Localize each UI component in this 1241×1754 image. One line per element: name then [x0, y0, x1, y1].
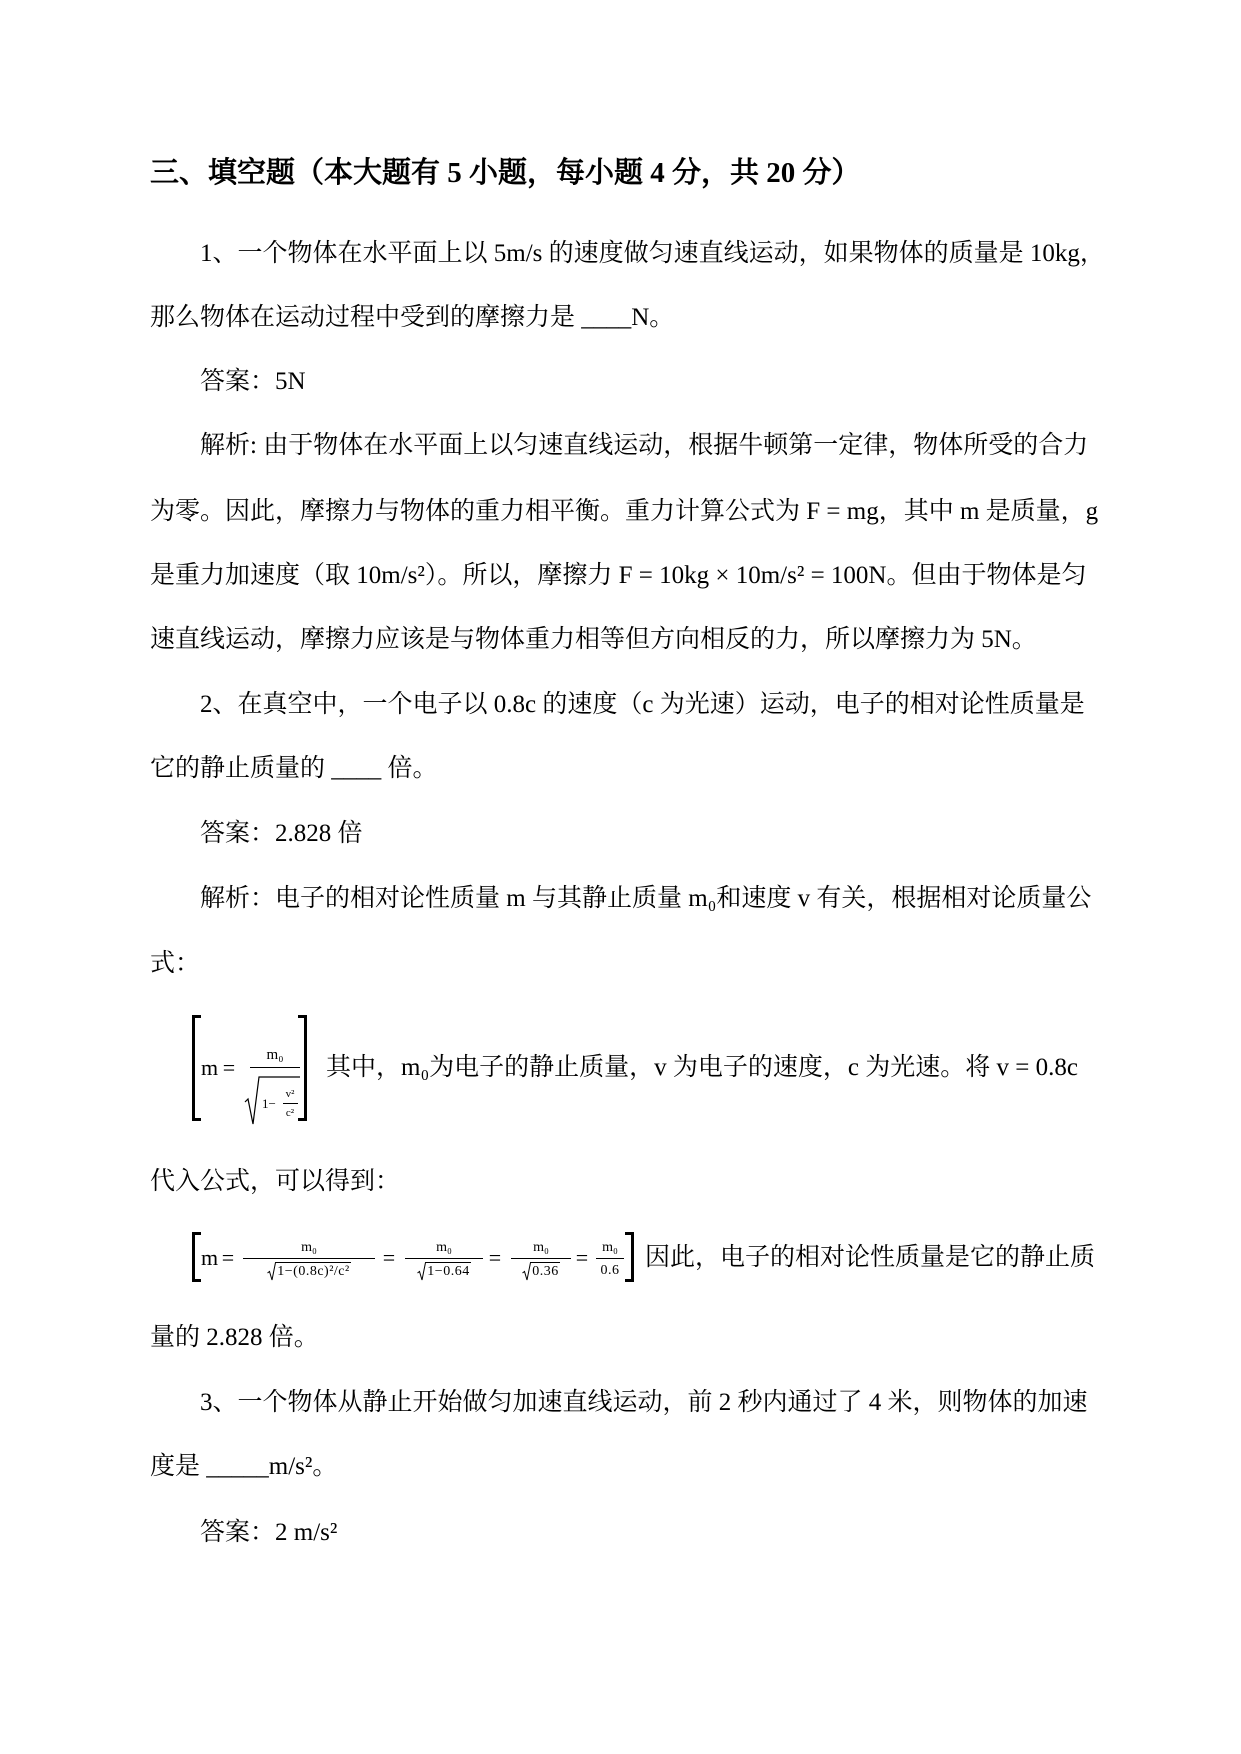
radicand: 1−0.64	[427, 1264, 470, 1279]
question-2-conclusion: 量的 2.828 倍。	[150, 1324, 319, 1351]
section-title: 三、填空题（本大题有 5 小题，每小题 4 分，共 20 分）	[150, 157, 861, 189]
formula-lhs: m	[201, 1245, 219, 1270]
square-root-sign	[267, 1262, 276, 1281]
fraction-term	[243, 1238, 375, 1282]
inner-denominator: c²	[285, 1107, 295, 1119]
fraction-denominator	[511, 1259, 571, 1282]
question-1-analysis-line-1: 解析: 由于物体在水平面上以匀速直线运动，根据牛顿第一定律，物体所受的合力	[200, 432, 1089, 459]
formula-equals: =	[222, 1055, 236, 1080]
fraction-numerator: m₀	[436, 1240, 452, 1255]
radicand-lead: 1−	[262, 1096, 276, 1111]
substitution-intro: 代入公式，可以得到：	[150, 1168, 401, 1195]
fraction-numerator: m₀	[602, 1240, 618, 1255]
fraction-bar	[250, 1067, 300, 1068]
inner-fraction-bar	[283, 1103, 298, 1104]
square-root-sign	[417, 1262, 426, 1281]
question-3-line-2: 度是 _____m/s²。	[150, 1453, 338, 1480]
fraction-denominator	[405, 1259, 483, 1282]
question-2-line-2: 它的静止质量的 ____ 倍。	[150, 755, 438, 782]
formula-equals: =	[488, 1245, 502, 1270]
question-1-line-1: 1、一个物体在水平面上以 5m/s 的速度做匀速直线运动，如果物体的质量是 10kg，	[200, 240, 1105, 267]
formula-lhs: m	[201, 1055, 219, 1080]
formula-equals: =	[382, 1245, 396, 1270]
formula-numerator: m₀	[266, 1047, 284, 1063]
formula-equals: =	[221, 1245, 235, 1270]
fraction-term	[511, 1238, 571, 1282]
fraction-term	[405, 1238, 483, 1282]
formula-right-bracket	[625, 1232, 634, 1282]
radicand: 1−(0.8c)²/c²	[277, 1264, 350, 1279]
denominator-value: 0.6	[600, 1263, 620, 1278]
fraction-numerator: m₀	[301, 1240, 317, 1255]
radicand: 0.36	[532, 1264, 559, 1279]
question-2-analysis-line-2: 式：	[150, 950, 201, 977]
fraction-term	[596, 1238, 624, 1282]
question-1-analysis-line-2: 为零。因此，摩擦力与物体的重力相平衡。重力计算公式为 F = mg，其中 m 是质量，g	[150, 498, 1099, 525]
question-2-line-1: 2、在真空中，一个电子以 0.8c 的速度（c 为光速）运动，电子的相对论性质量是	[200, 691, 1085, 718]
question-1-analysis-line-4: 速直线运动，摩擦力应该是与物体重力相等但方向相反的力，所以摩擦力为 5N。	[150, 626, 1037, 653]
formula-right-bracket	[298, 1015, 307, 1121]
question-2-analysis-line-1: 解析：电子的相对论性质量 m 与其静止质量 m₀和速度 v 有关，根据相对论质量公	[200, 885, 1092, 912]
question-3-answer: 答案：2 m/s²	[200, 1519, 338, 1546]
formula-2-explanation: 因此，电子的相对论性质量是它的静止质	[645, 1244, 1096, 1271]
formula-equals: =	[575, 1245, 589, 1270]
formula-left-bracket	[192, 1232, 201, 1282]
fraction-denominator	[596, 1259, 624, 1282]
question-1-answer: 答案：5N	[200, 368, 306, 395]
fraction-denominator	[243, 1259, 375, 1282]
question-1-analysis-line-3: 是重力加速度（取 10m/s²）。所以，摩擦力 F = 10kg × 10m/s² = 100N。但由于物体是匀	[150, 562, 1087, 589]
square-root-sign	[522, 1262, 531, 1281]
inner-numerator: v²	[285, 1088, 295, 1100]
formula-left-bracket	[192, 1015, 201, 1121]
question-3-line-1: 3、一个物体从静止开始做匀加速直线运动，前 2 秒内通过了 4 米，则物体的加速	[200, 1389, 1088, 1416]
question-2-answer: 答案：2.828 倍	[200, 820, 363, 847]
fraction-numerator: m₀	[533, 1240, 549, 1255]
formula-1-explanation: 其中，m₀为电子的静止质量，v 为电子的速度，c 为光速。将 v = 0.8c	[326, 1054, 1078, 1081]
question-1-line-2: 那么物体在运动过程中受到的摩擦力是 ____N。	[150, 304, 675, 331]
